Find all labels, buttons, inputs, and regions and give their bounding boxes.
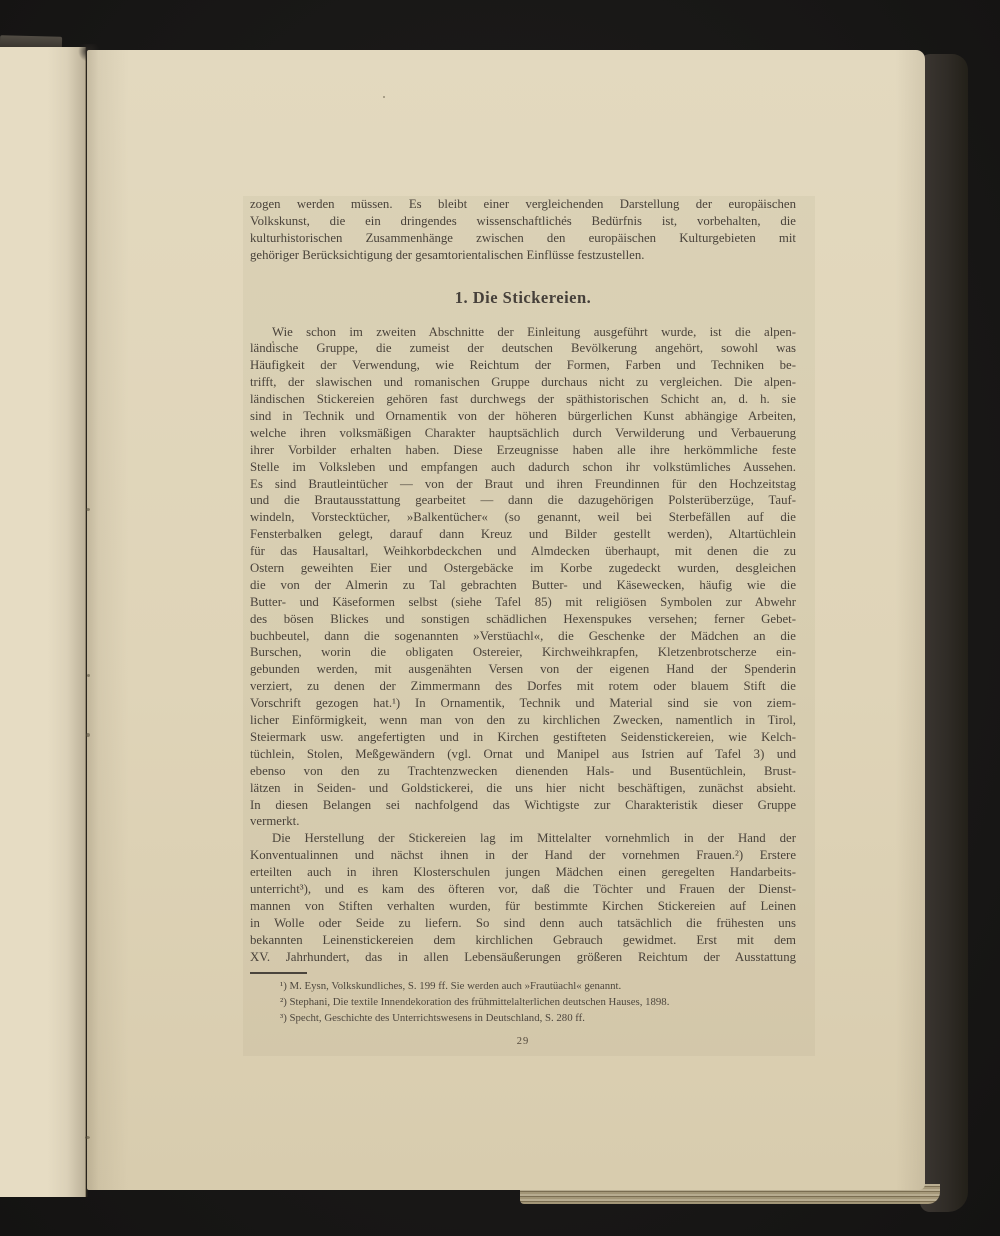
text-line: für das Hausaltarl, Weihkorbdeckchen und Almdecken überhaupt, mit denen die zu bbox=[250, 544, 796, 559]
footnote: ¹) M. Eysn, Volkskundliches, S. 199 ff. Sie werden auch »Frautüachl« genannt. bbox=[280, 980, 622, 993]
text-line: XV. Jahrhundert, das in allen Lebensäußerungen größeren Reichtum der Ausstattung bbox=[250, 949, 796, 964]
book-page bbox=[87, 50, 925, 1190]
text-line: unterricht³), und es kam des öfteren vor, daß die Töchter und Frauen der Dienst- bbox=[250, 881, 796, 896]
text-line: Die Herstellung der Stickereien lag im Mittelalter vornehmlich in der Hand der bbox=[272, 831, 796, 846]
text-line: ihrer Vorbilder erhalten haben. Diese Erzeugnisse haben alle ihre herkömmliche feste bbox=[250, 442, 796, 457]
paragraph-intro-continuation bbox=[250, 196, 796, 264]
text-line: welche ihren volksmäßigen Charakter hauptsächlich durch Verwilderung und Verbauerung bbox=[250, 425, 796, 440]
section-heading: 1. Die Stickereien. bbox=[454, 287, 592, 307]
facing-page-edge bbox=[0, 47, 86, 1197]
paper-speck bbox=[86, 508, 90, 511]
book-cover-edge bbox=[920, 54, 968, 1212]
text-block bbox=[250, 196, 796, 1051]
text-line: erteilten auch in ihren Klosterschulen jungen Mädchen einen geregelten Handarbeits- bbox=[250, 865, 796, 880]
text-line: lätzen in Seiden- und Goldstickerei, die uns hier nicht beschäftigen, zunächst absieht. bbox=[250, 780, 796, 795]
paper-speck bbox=[86, 733, 90, 737]
text-line: und die Brautausstattung gearbeitet — dann die dazugehörigen Polsterüberzüge, Tauf- bbox=[250, 493, 796, 508]
text-line: Fensterbalken gelegt, darauf dann Kreuz und Bilder gestellt werden), Altartüchlein bbox=[250, 527, 796, 542]
text-line: des bösen Blickes und sonstigen schädlichen Hexenspukes versehen; ferner Gebet- bbox=[250, 611, 796, 626]
text-line: Konventualinnen und nächst ihnen in der Hand der vornehmen Frauen.²) Erstere bbox=[250, 848, 796, 863]
text-line: tüchlein, Stolen, Meßgewändern (vgl. Ornat und Manipel aus Istrien auf Tafel 3) und bbox=[250, 746, 796, 761]
paper-speck bbox=[85, 1136, 90, 1139]
page-number: 29 bbox=[516, 1035, 530, 1047]
text-line: In diesen Belangen sei nachfolgend das Wichtigste zur Charakteristik dieser Gruppe bbox=[250, 797, 796, 812]
text-line: Steiermark usw. angefertigten und in Kirchen gestifteten Seidenstickereien, wie Kelch- bbox=[250, 729, 796, 744]
text-line: zogen werden müssen. Es bleibt einer vergleichenden Darstellung der europäischen bbox=[250, 197, 796, 211]
text-line: gebunden werden, mit ausgenähten Versen von der eigenen Hand der Spenderin bbox=[250, 662, 796, 677]
text-line: buchbeutel, dann die sogenannten »Verstüachl«, die Geschenke der Mädchen an die bbox=[250, 628, 796, 643]
footnote-separator bbox=[250, 972, 307, 974]
text-line: verziert, zu denen der Zimmermann des Dorfes mit rotem oder blauem Stift die bbox=[250, 679, 796, 694]
text-line: Volkskunst, die ein dringendes wissenschaftliches Bedürfnis ist, vorbehalten, die bbox=[250, 213, 796, 228]
text-line: in Wolle oder Seide zu liefern. So sind denn auch tatsächlich die frühesten uns bbox=[250, 915, 796, 930]
text-line: Es sind Brautleintücher — von der Braut und ihren Freundinnen für den Hochzeitstag bbox=[250, 476, 796, 491]
text-line: mannen von Stiften verhalten wurden, für bestimmte Kirchen Stickereien auf Leinen bbox=[250, 898, 796, 913]
text-line: die von der Almerin zu Tal gebrachten Butter- und Käsewecken, häufig wie die bbox=[250, 577, 796, 592]
text-line: licher Einförmigkeit, wenn man von den zu kirchlichen Zwecken, namentlich in Tirol, bbox=[250, 713, 796, 728]
text-line: Burschen, worin die obligaten Ostereier, Kirchweihkrapfen, Kletzenbrotscherze ein- bbox=[250, 645, 796, 660]
text-line: Vorschrift gezogen hat.¹) In Ornamentik, Technik und Material sind sie von ziem- bbox=[250, 696, 796, 711]
paper-speck bbox=[383, 96, 385, 98]
text-line: Häufigkeit der Verwendung, wie Reichtum der Formen, Farben und Techniken be- bbox=[250, 358, 796, 373]
paragraph-medieval-production bbox=[250, 830, 796, 965]
text-line: ebenso von den zu Trachtenzwecken dienenden Hals- und Busentüchlein, Brust- bbox=[250, 763, 796, 778]
paper-speck bbox=[87, 674, 90, 677]
text-line: gehöriger Berücksichtigung der gesamtorientalischen Einflüsse festzustellen. bbox=[250, 247, 645, 262]
text-line: ländische Gruppe, die zumeist der deutschen Bevölkerung angehört, sowohl was bbox=[250, 341, 796, 356]
text-line: ländischen Stickereien gehören fast durchwegs der späthistorischen Schicht an, d. h. sie bbox=[250, 392, 796, 407]
paragraph-alpine-group bbox=[250, 324, 796, 831]
text-line: sind in Technik und Ornamentik von der höheren bürgerlichen Kunst abhängige Arbeiten, bbox=[250, 409, 796, 424]
text-line: Wie schon im zweiten Abschnitte der Einleitung ausgeführt wurde, ist die alpen- bbox=[272, 324, 796, 339]
text-line: vermerkt. bbox=[250, 814, 300, 829]
footnote: ³) Specht, Geschichte des Unterrichtswesens in Deutschland, S. 280 ff. bbox=[280, 1012, 585, 1024]
text-line: Butter- und Käseformen selbst (siehe Tafel 85) mit religiösen Symbolen zur Abwehr bbox=[250, 594, 796, 609]
text-line: windeln, Vorstecktücher, »Balkentücher« (so genannt, weil bei Sterbefällen auf die bbox=[250, 510, 796, 525]
text-line: bekannten Leinenstickereien dem kirchlichen Gebrauch gewidmet. Erst mit dem bbox=[250, 932, 796, 947]
text-line: Ostern geweihten Eier und Ostergebäcke im Korbe zugedeckt wurden, desgleichen bbox=[250, 561, 796, 576]
text-line: kulturhistorischen Zusammenhänge zwischen den europäischen Kulturgebieten mit bbox=[250, 230, 796, 245]
text-line: trifft, der slawischen und romanischen Gruppe durchaus nicht zu vergleichen. Die alpen- bbox=[250, 375, 796, 390]
footnote: ²) Stephani, Die textile Innendekoration des frühmittelalterlichen deutschen Hauses, 1898. bbox=[280, 996, 670, 1009]
footnotes bbox=[250, 979, 796, 1026]
text-line: Stelle im Volksleben und empfangen auch dadurch schon ihr volkstümliches Aussehen. bbox=[250, 459, 796, 474]
